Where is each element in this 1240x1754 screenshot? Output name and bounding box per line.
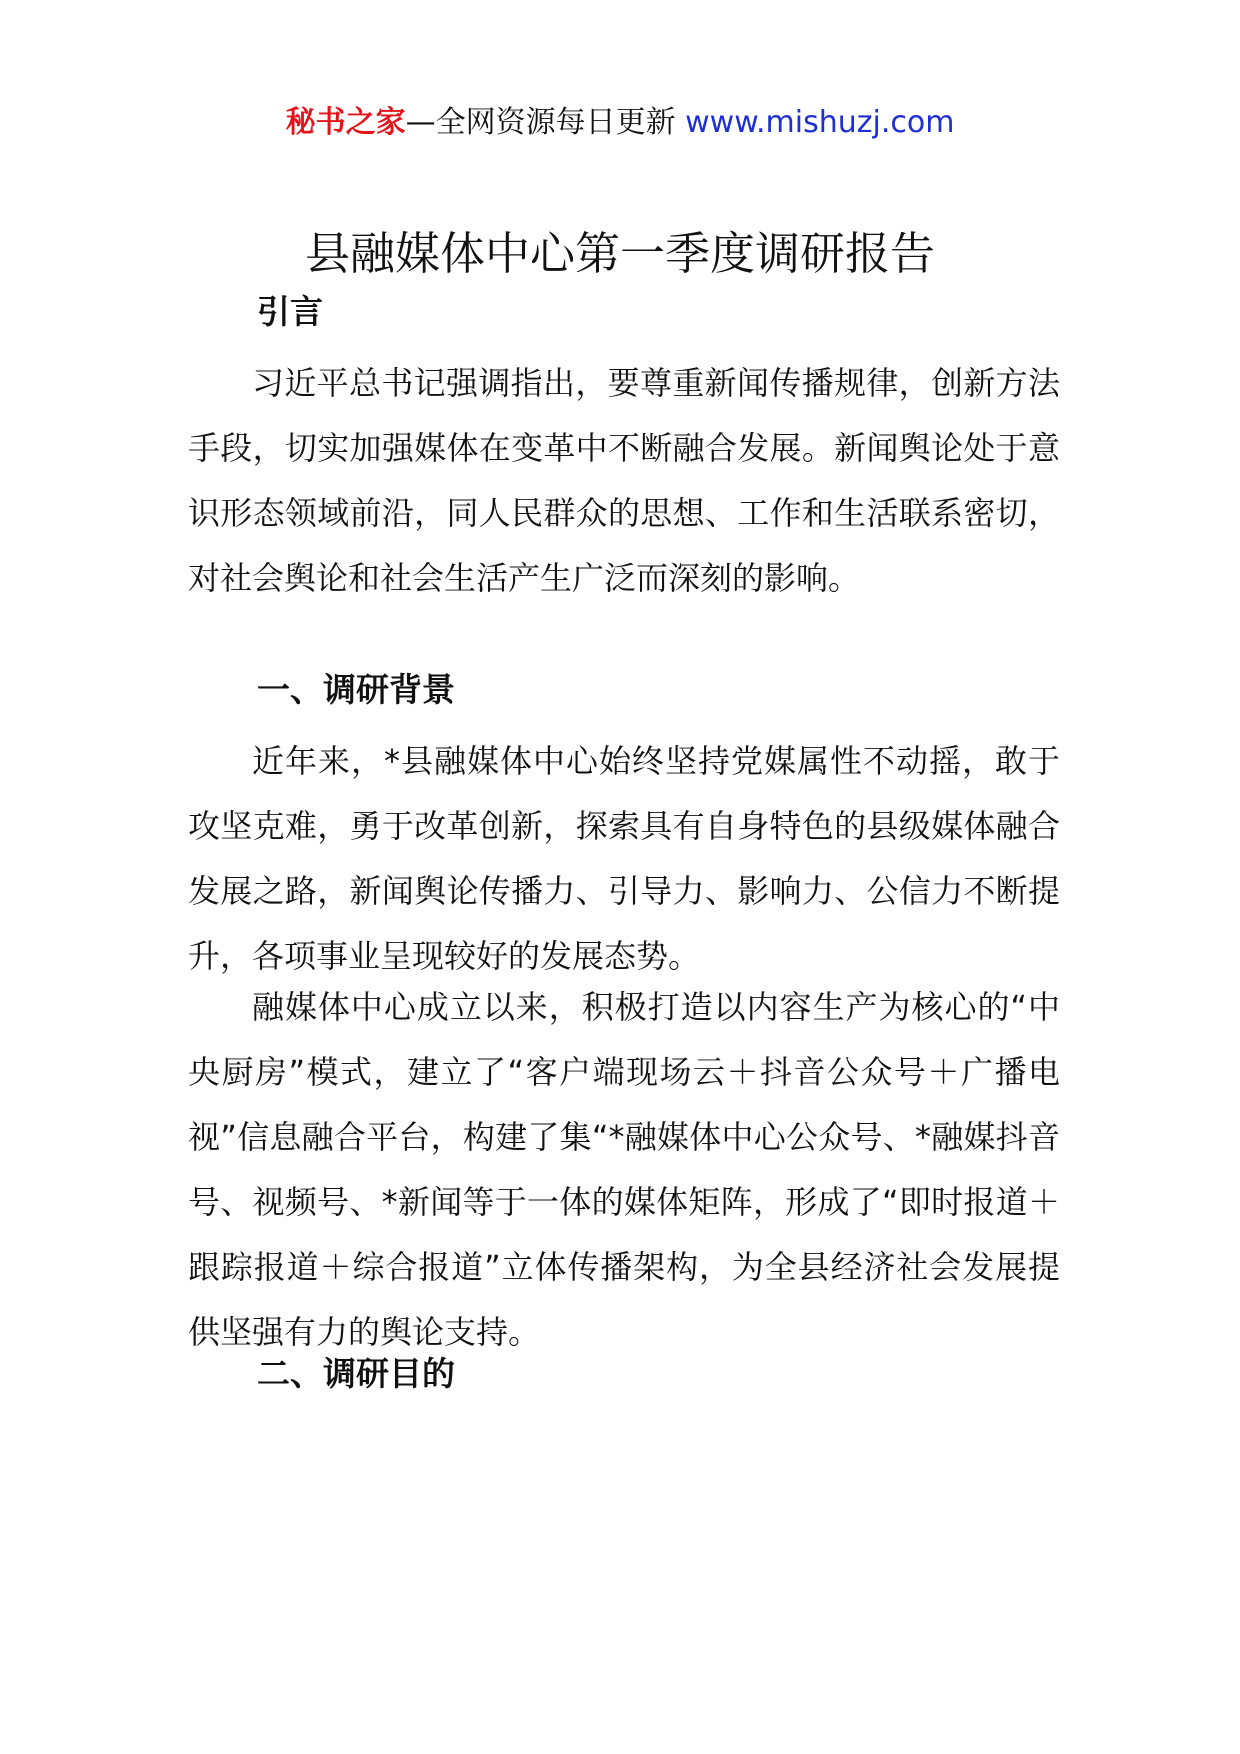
site-header [0,101,1240,145]
paragraph-background-1: 近年来，*县融媒体中心始终坚持党媒属性不动摇，敢于攻坚克难，勇于改革创新，探索具有自身特色的县级媒体融合发展之路，新闻舆论传播力、引导力、影响力、公信力不断提升，各项事业呈现较好的发展态势。 [188,742,1060,975]
section-heading-background: 一、调研背景 [257,670,455,709]
site-tagline: —全网资源每日更新 [405,105,686,140]
section-heading-intro: 引言 [257,292,323,331]
paragraph-intro: 习近平总书记强调指出，要尊重新闻传播规律，创新方法手段，切实加强媒体在变革中不断融合发展。新闻舆论处于意识形态领域前沿，同人民群众的思想、工作和生活联系密切，对社会舆论和社会生活产生广泛而深刻的影响。 [188,364,1060,597]
paragraph-background-2: 融媒体中心成立以来，积极打造以内容生产为核心的“中央厨房”模式，建立了“客户端现场云＋抖音公众号＋广播电视”信息融合平台，构建了集“*融媒体中心公众号、*融媒抖音号、视频号、*新闻等于一体的媒体矩阵，形成了“即时报道＋跟踪报道＋综合报道”立体传播架构，为全县经济社会发展提供坚强有力的舆论支持。 [188,988,1060,1351]
document-title: 县融媒体中心第一季度调研报告 [304,227,935,280]
site-url-link[interactable]: www.mishuzj.com [685,105,955,140]
site-brand: 秘书之家 [285,105,406,140]
section-heading-purpose: 二、调研目的 [257,1354,455,1393]
